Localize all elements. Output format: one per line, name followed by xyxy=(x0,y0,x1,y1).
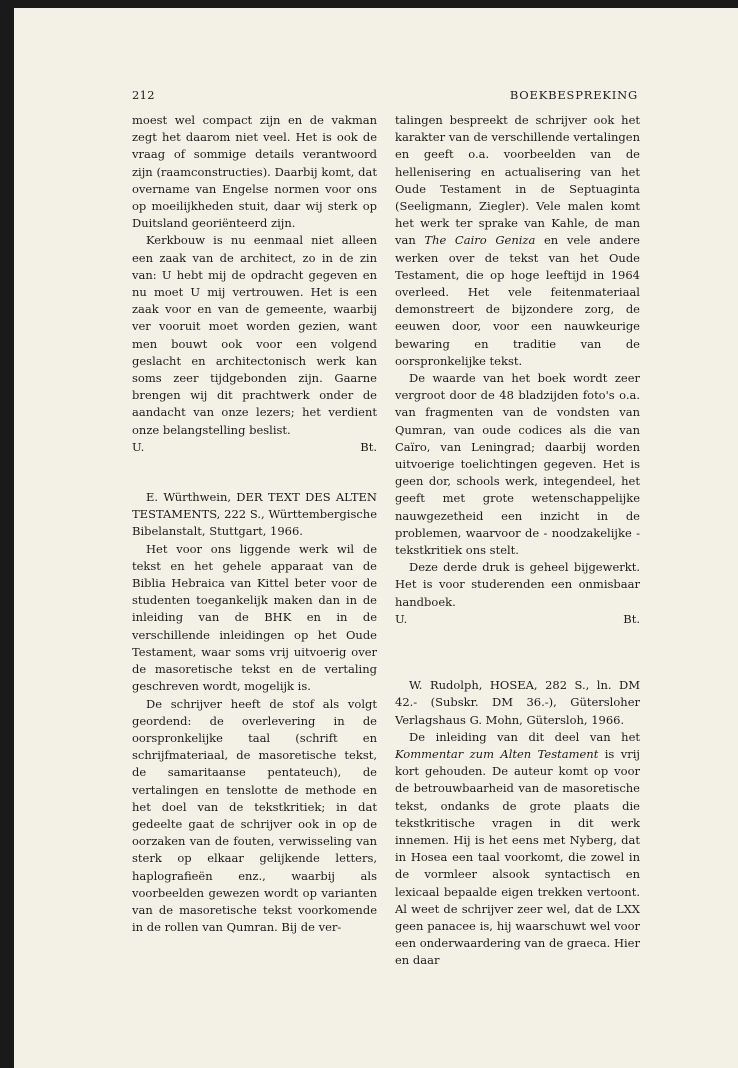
paragraph: De waarde van het boek wordt zeer vergroot door de 48 bladzijden foto's o.a. van fragmenten van de vondsten van Qumran, van oude codices als die van Caïro, van Leningrad; daarbij worden uitvoerige toelichtingen gegeven. Het is geen dor, schools werk, integendeel, het geeft met grote wetenschappelijke nauwgezetheid een inzicht in de problemen, waarvoor de - noodzakelijke - tekstkritiek ons stelt. xyxy=(395,371,640,558)
text-run: talingen bespreekt de schrijver ook het karakter van de verschillende vertalingen en geeft o.a. voorbeelden van de hellenisering en actualisering van het Oude Testament in de Septuaginta (Seeligmann, Ziegler). Vele malen komt het werk ter sprake van Kahle, de man van xyxy=(395,113,640,248)
left-column xyxy=(132,112,377,936)
text-run: en vele andere werken over de tekst van het Oude Testament, die op hoge leeftijd in 1964 overleed. Het vele feitenmateriaal demonstreert de bijzondere zorg, de eeuwen door, voor een nauwkeurige bewaring en traditie van de oorspronkelijke tekst. xyxy=(395,233,640,368)
paragraph: Kerkbouw is nu eenmaal niet alleen een zaak van de architect, zo in de zin van: U hebt mij de opdracht gegeven en nu moet U mij vertrouwen. Het is een zaak voor en van de gemeente, waarbij ver vooruit moet worden gezien, want men bouwt ook voor een volgend geslacht en architectonisch werk kan soms zeer tijdgebonden zijn. Gaarne brengen wij dit prachtwerk onder de aandacht van onze lezers; het verdient onze belangstelling beslist. xyxy=(132,233,377,437)
paragraph: Het voor ons liggende werk wil de tekst en het gehele apparaat van de Biblia Hebraica van Kittel beter voor de studenten toegankelijk maken dan in de inleiding van de BHK en in de verschillende inleidingen op het Oude Testament, waar soms vrij uitvoerig over de masoretische tekst en de vertaling geschreven wordt, mogelijk is. xyxy=(132,541,377,694)
book-citation: W. Rudolph, HOSEA, 282 S., ln. DM 42.- (Subskr. DM 36.-), Gütersloher Verlagshaus G. Mohn, Gütersloh, 1966. xyxy=(395,678,640,727)
signature-initial: U. xyxy=(395,611,408,626)
right-column xyxy=(395,112,640,970)
text-run: De inleiding van dit deel van het xyxy=(409,729,640,744)
signature xyxy=(132,439,377,456)
italic-title: Kommentar zum Alten Testament xyxy=(395,746,599,761)
paragraph: De schrijver heeft de stof als volgt geordend: de overlevering in de oorspronkelijke taal (schrift en schrijfmateriaal, de masoretische tekst, de samaritaanse pentateuch), de vertalingen en tenslotte de methode en het doel van de tekstkritiek; in dat gedeelte gaat de schrijver ook in op de oorzaken van de fouten, verwisseling van sterk op elkaar gelijkende letters, haplografieën enz., waarbij als voorbeelden gewezen wordt op varianten van de masoretische tekst voorkomende in de rollen van Qumran. Bij de ver- xyxy=(132,696,377,935)
paragraph xyxy=(395,112,640,370)
book-page xyxy=(14,8,738,1068)
text-run: is vrij kort gehouden. De auteur komt op voor de betrouwbaarheid van de masoretische tekst, ondanks de grote plaats die tekstkritische vragen in dit werk innemen. Hij is het eens met Nyberg, dat in Hosea een taal voorkomt, die zowel in de vormleer alsook syntactisch en lexicaal bepaalde eigen trekken vertoont. Al weet de schrijver zeer wel, dat de LXX geen panacee is, hij waarschuwt wel voor een onderwaardering van de graeca. Hier en daar xyxy=(395,746,640,968)
signature-abbrev: Bt. xyxy=(623,611,640,626)
paragraph: moest wel compact zijn en de vakman zegt het daarom niet veel. Het is ook de vraag of sommige details verantwoord zijn (raamconstructies). Daarbij komt, dat overname van Engelse normen voor ons op moeilijkheden stuit, daar wij sterk op Duitsland georiënteerd zijn. xyxy=(132,113,377,231)
signature-abbrev: Bt. xyxy=(360,439,377,454)
signature-initial: U. xyxy=(132,439,145,454)
page-number: 212 xyxy=(132,88,155,102)
spacer xyxy=(132,456,377,489)
running-title: BOEKBESPREKING xyxy=(509,88,638,102)
italic-title: The Cairo Geniza xyxy=(424,233,536,248)
paragraph: Deze derde druk is geheel bijgewerkt. Het is voor studerenden een onmisbaar handboek. xyxy=(395,560,640,609)
paragraph xyxy=(395,729,640,970)
signature xyxy=(395,611,640,628)
book-citation: E. Würthwein, DER TEXT DES ALTEN TESTAMENTS, 222 S., Württembergische Bibelanstalt, Stuttgart, 1966. xyxy=(132,490,377,539)
spacer xyxy=(395,628,640,677)
